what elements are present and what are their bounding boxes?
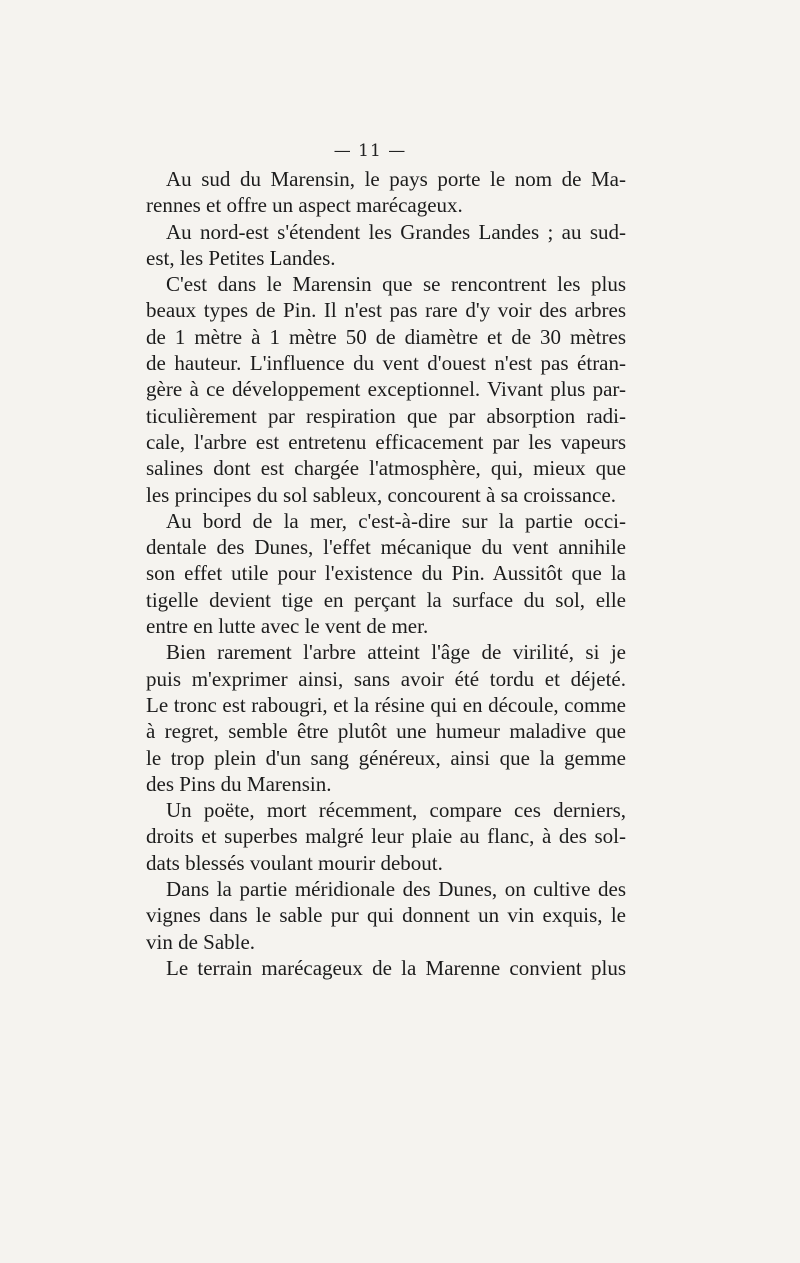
text-line: C'est dans le Marensin que se rencontrent les plus: [166, 272, 626, 297]
text-line: de hauteur. L'influence du vent d'ouest n'est pas étran-: [146, 351, 626, 376]
text-line: vin de Sable.: [146, 929, 256, 954]
text-line: beaux types de Pin. Il n'est pas rare d'y voir des arbres: [146, 298, 626, 323]
text-line: Au nord-est s'étendent les Grandes Landes ; au sud-: [166, 219, 626, 244]
text-line: puis m'exprimer ainsi, sans avoir été tordu et déjeté.: [146, 666, 626, 691]
text-line: rennes et offre un aspect marécageux.: [146, 193, 463, 218]
text-line: Le tronc est rabougri, et la résine qui en découle, comme: [146, 692, 626, 717]
text-line: vignes dans le sable pur qui donnent un vin exquis, le: [146, 903, 626, 928]
text-line: tigelle devient tige en perçant la surface du sol, elle: [146, 587, 626, 612]
text-line: Un poëte, mort récemment, compare ces derniers,: [166, 798, 626, 823]
text-line: Bien rarement l'arbre atteint l'âge de virilité, si je: [166, 640, 626, 665]
text-line: Au bord de la mer, c'est-à-dire sur la partie occi-: [166, 508, 626, 533]
text-line: Au sud du Marensin, le pays porte le nom de Ma-: [166, 167, 626, 191]
text-line: salines dont est chargée l'atmosphère, qui, mieux que: [146, 456, 626, 481]
text-line: gère à ce développement exceptionnel. Vivant plus par-: [146, 377, 626, 402]
text-line: Le terrain marécageux de la Marenne convient plus: [166, 955, 626, 980]
text-line: est, les Petites Landes.: [146, 245, 336, 270]
text-line: son effet utile pour l'existence du Pin. Aussitôt que la: [146, 561, 626, 586]
text-line: dentale des Dunes, l'effet mécanique du vent annihile: [146, 535, 626, 560]
text-line: dats blessés voulant mourir debout.: [146, 850, 443, 875]
text-line: des Pins du Marensin.: [146, 771, 332, 796]
page-number: — 11 —: [333, 141, 407, 161]
text-line: cale, l'arbre est entretenu efficacement par les vapeurs: [146, 429, 626, 454]
text-line: entre en lutte avec le vent de mer.: [146, 614, 429, 639]
text-line: droits et superbes malgré leur plaie au flanc, à des sol-: [146, 824, 626, 849]
text-line: ticulièrement par respiration que par absorption radi-: [146, 403, 626, 428]
text-line: de 1 mètre à 1 mètre 50 de diamètre et de 30 mètres: [146, 324, 626, 349]
body-text: [146, 166, 626, 981]
text-line: le trop plein d'un sang généreux, ainsi que la gemme: [146, 745, 626, 770]
text-line: les principes du sol sableux, concourent à sa croissance.: [146, 482, 617, 507]
text-line: à regret, semble être plutôt une humeur maladive que: [146, 719, 626, 744]
text-line: Dans la partie méridionale des Dunes, on cultive des: [166, 877, 626, 902]
